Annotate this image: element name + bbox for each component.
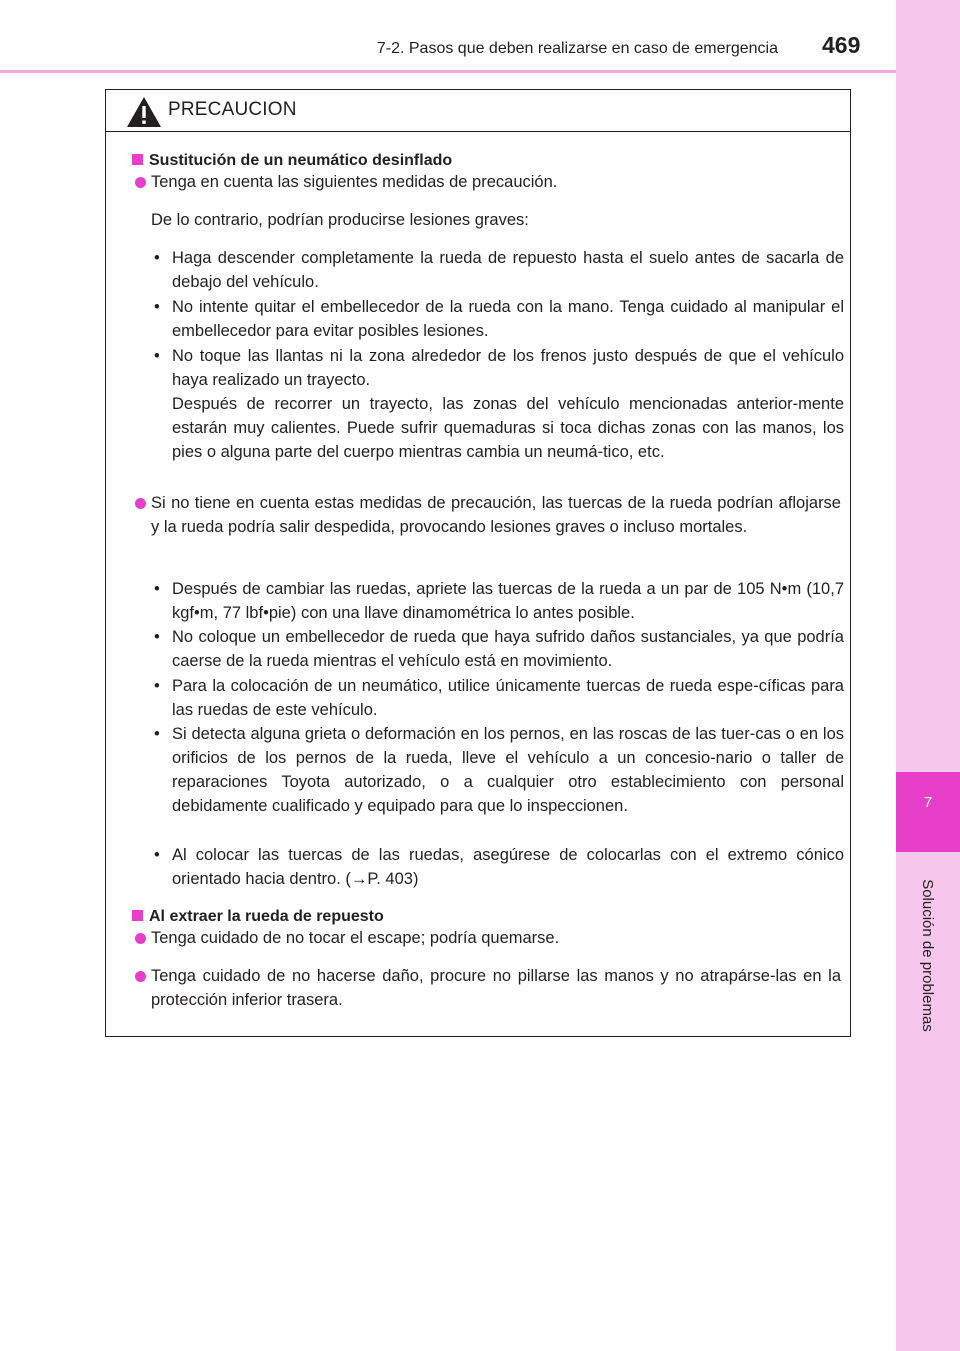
square-bullet-icon [132,910,143,921]
chapter-side-tab [896,0,960,1351]
chapter-number-box [896,772,960,852]
caution-paragraph: Tenga en cuenta las siguientes medidas de precaución. [151,173,558,191]
list-item: • No intente quitar el embellecedor de la rueda con la mano. Tenga cuidado al manipular el embellecedor para evitar posibles lesiones. [154,298,844,340]
caution-paragraph: Tenga cuidado de no hacerse daño, procure no pillarse las manos y no atrapárse-las en la protección inferior trasera. [151,967,841,1009]
chapter-label-text: Solución de problemas [918,878,936,1032]
section-heading: Sustitución de un neumático desinflado [132,149,452,173]
list-item: • Para la colocación de un neumático, utilice únicamente tuercas de rueda espe-cíficas para las ruedas de este vehículo. [154,677,844,719]
list-item: • No coloque un embellecedor de rueda que haya sufrido daños sustanciales, ya que podría caerse de la rueda mientras el vehículo está en movimiento. [154,628,844,670]
list-item: • Haga descender completamente la rueda de repuesto hasta el suelo antes de sacarla de debajo del vehículo. [154,249,844,291]
circle-bullet-icon [135,933,146,944]
list-item: • No toque las llantas ni la zona alrededor de los frenos justo después de que el vehículo haya realizado un trayecto. [154,347,844,389]
caution-box [105,89,851,1037]
caution-header [106,90,850,132]
list-item: • Después de cambiar las ruedas, apriete las tuercas de la rueda a un par de 105 N•m (10,7 kgf•m, 77 lbf•pie) con una llave dinamométrica lo antes posible. [154,580,844,622]
caution-paragraph: Tenga cuidado de no tocar el escape; podría quemarse. [151,929,560,947]
list-item: • Si detecta alguna grieta o deformación en los pernos, en las roscas de las tuer-cas o en los orificios de los pernos de la rueda, lleve el vehículo a un concesio-nario o taller de reparaciones Toyota autorizado, o a cualquier otro establecimiento con personal debidamente cualificado y equipado para que lo inspeccionen. [154,725,844,815]
header-rule [0,70,896,73]
caution-note: De lo contrario, podrían producirse lesiones graves: [151,211,529,229]
warning-triangle-icon [126,96,162,128]
list-item: • Al colocar las tuercas de las ruedas, asegúrese de colocarlas con el extremo cónico orientado hacia dentro. (→P. 403) [154,846,844,888]
caution-title: PRECAUCION [168,99,297,120]
circle-bullet-icon [135,177,146,188]
circle-bullet-icon [135,498,146,509]
square-bullet-icon [132,154,143,165]
page-number: 469 [822,32,861,58]
list-item-continuation: Después de recorrer un trayecto, las zonas del vehículo mencionadas anterior-mente estarán muy calientes. Puede sufrir quemaduras si toca dichas zonas con las manos, los pies o alguna parte del cuerpo mientras cambia un neumá-tico, etc. [172,395,844,461]
chapter-label [912,862,942,1048]
section-heading: Al extraer la rueda de repuesto [132,905,384,929]
section-title: 7-2. Pasos que deben realizarse en caso de emergencia [376,40,778,57]
chapter-number: 7 [923,794,933,811]
circle-bullet-icon [135,971,146,982]
caution-paragraph: Si no tiene en cuenta estas medidas de precaución, las tuercas de la rueda podrían aflojarse y la rueda podría salir despedida, provocando lesiones graves o incluso mortales. [151,494,841,536]
